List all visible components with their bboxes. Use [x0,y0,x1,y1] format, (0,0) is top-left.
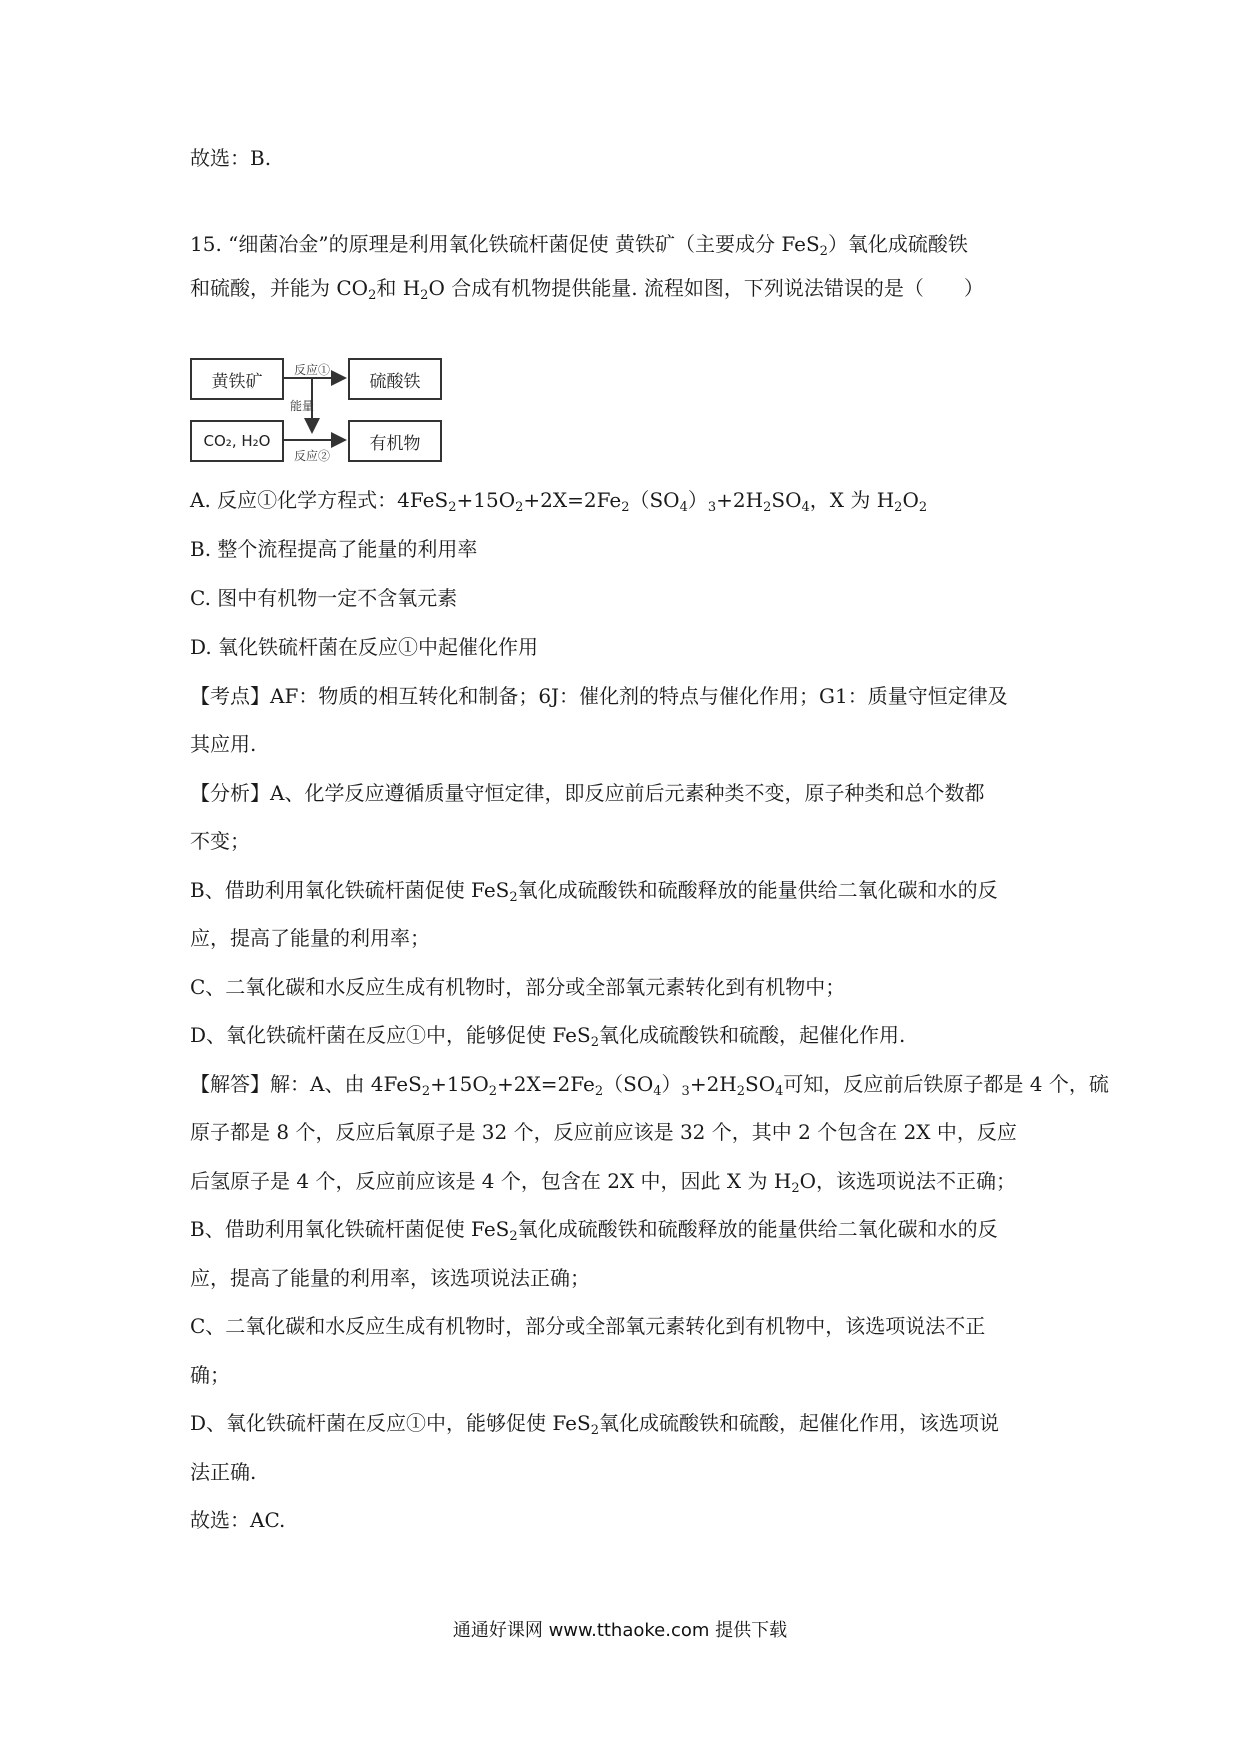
jieda-line-2: 原子都是 8 个，反应后氧原子是 32 个，反应前应该是 32 个，其中 2 个包含在 2X 中，反应 [190,1120,1017,1144]
fenxi-d-line: D、氧化铁硫杆菌在反应①中，能够促使 FeS$_2$氧化成硫酸铁和硫酸，起催化作用. [190,1023,906,1050]
jieda-d-line-1: D、氧化铁硫杆菌在反应①中，能够促使 FeS$_2$氧化成硫酸铁和硫酸，起催化作用，该选项说 [190,1411,999,1438]
page-footer: 通通好课网 www.tthaoke.com 提供下载 [452,1620,788,1641]
option-c: C. 图中有机物一定不含氧元素 [190,586,458,610]
jieda-line-3: 后氢原子是 4 个，反应前应该是 4 个，包含在 2X 中，因此 X 为 $H_2O$，该选项说法不正确； [190,1169,1016,1196]
option-a: A. 反应①化学方程式：$4FeS_2+15O_2+2X=2Fe_2(SO_4)_3+2H_2SO_4$，X 为 $H_2O_2$ [190,488,928,515]
fenxi-b-line-1: B、借助利用氧化铁硫杆菌促使 FeS$_2$氧化成硫酸铁和硫酸释放的能量供给二氧化碳和水的反 [190,878,998,905]
fenxi-line-2: 不变； [190,829,250,853]
box-organic: 有机物 [348,420,442,462]
fenxi-line-1: 【分析】A、化学反应遵循质量守恒定律，即反应前后元素种类不变，原子种类和总个数都 [190,781,985,805]
jieda-d-line-2: 法正确. [190,1460,257,1484]
jieda-line-1: 【解答】解：A、由 $4FeS_2+15O_2+2X=2Fe_2(SO_4)_3+2H_2SO_4$可知，反应前后铁原子都是 4 个，硫 [190,1072,1109,1099]
question-line-1: 15. “细菌冶金”的原理是利用氧化铁硫杆菌促使 黄铁矿（主要成分 FeS$_2$）氧化成硫酸铁 [190,232,968,259]
final-answer: 故选：AC. [190,1508,286,1532]
fenxi-b-line-2: 应，提高了能量的利用率； [190,926,430,950]
jieda-c-line-1: C、二氧化碳和水反应生成有机物时，部分或全部氧元素转化到有机物中，该选项说法不正 [190,1314,986,1338]
fenxi-c-line: C、二氧化碳和水反应生成有机物时，部分或全部氧元素转化到有机物中； [190,975,846,999]
jieda-b-line-1: B、借助利用氧化铁硫杆菌促使 FeS$_2$氧化成硫酸铁和硫酸释放的能量供给二氧化碳和水的反 [190,1217,998,1244]
label-energy: 能量 [290,399,315,413]
option-b: B. 整个流程提高了能量的利用率 [190,537,478,561]
jieda-c-line-2: 确； [190,1363,230,1387]
flow-diagram [190,352,520,467]
label-reaction2: 反应② [294,449,331,463]
kaodian-line-1: 【考点】AF：物质的相互转化和制备；6J：催化剂的特点与催化作用；G1：质量守恒定律及 [190,684,1008,708]
jieda-b-line-2: 应，提高了能量的利用率，该选项说法正确； [190,1266,590,1290]
option-d: D. 氧化铁硫杆菌在反应①中起催化作用 [190,635,539,659]
box-iron-sulfate: 硫酸铁 [348,358,442,400]
box-pyrite: 黄铁矿 [190,358,284,400]
previous-answer: 故选：B. [190,146,272,170]
question-line-2: 和硫酸，并能为 $CO_2$和 $H_2O$ 合成有机物提供能量. 流程如图，下列说法错误的是（ ） [190,276,984,303]
box-co2-h2o: CO₂, H₂O [190,420,284,462]
kaodian-line-2: 其应用. [190,732,257,756]
label-reaction1: 反应① [294,363,331,377]
